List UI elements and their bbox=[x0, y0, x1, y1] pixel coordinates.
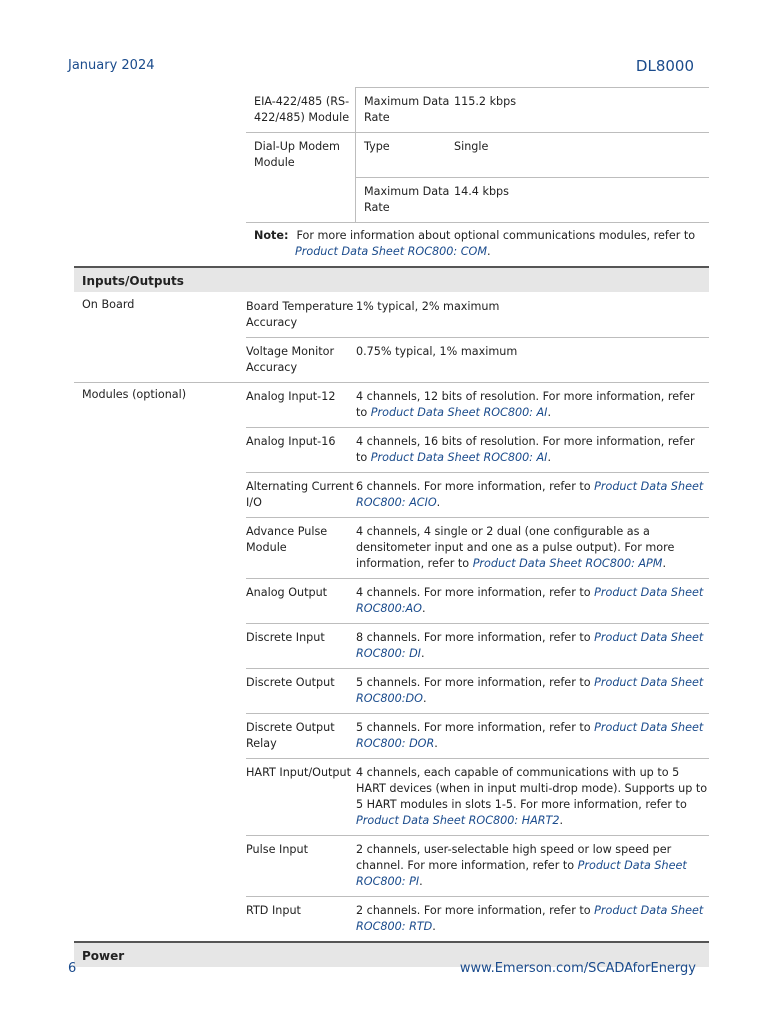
item-text: 0.75% typical, 1% maximum bbox=[356, 345, 518, 358]
table-row bbox=[74, 835, 709, 896]
table-row bbox=[74, 427, 709, 472]
item-suffix: . bbox=[432, 920, 436, 933]
item-name: Analog Input-16 bbox=[246, 435, 336, 448]
item-name: HART Input/Output bbox=[246, 766, 352, 779]
note-row bbox=[74, 222, 709, 266]
datasheet-link[interactable]: Product Data Sheet ROC800: APM bbox=[472, 557, 663, 570]
group-label-modules: Modules (optional) bbox=[82, 388, 187, 401]
datasheet-link[interactable]: Product Data Sheet ROC800: AI bbox=[370, 451, 548, 464]
header-date: January 2024 bbox=[68, 58, 155, 73]
table-row bbox=[74, 896, 709, 941]
table-row bbox=[74, 472, 709, 517]
item-description: 8 channels. For more information, refer to bbox=[356, 631, 595, 644]
item-text bbox=[356, 623, 709, 668]
footer-page-number: 6 bbox=[68, 961, 77, 976]
modules-group bbox=[74, 382, 709, 941]
item-text bbox=[356, 713, 709, 758]
item-name: Pulse Input bbox=[246, 843, 308, 856]
item-suffix: . bbox=[420, 647, 425, 660]
param-value: 115.2 kbps bbox=[454, 95, 517, 108]
item-name: Advance Pulse Module bbox=[246, 525, 328, 554]
section-power: Power bbox=[74, 941, 709, 967]
param-value: Single bbox=[454, 140, 489, 153]
item-description: 2 channels. For more information, refer to bbox=[356, 904, 595, 917]
item-description: 4 channels, 16 bits of resolution. For more information, refer to bbox=[356, 435, 695, 464]
item-text bbox=[356, 668, 709, 713]
item-suffix: . bbox=[436, 496, 441, 509]
item-name: Discrete Output Relay bbox=[246, 721, 335, 750]
item-text bbox=[356, 835, 709, 896]
item-suffix: . bbox=[559, 814, 564, 827]
item-description: 4 channels, 4 single or 2 dual (one configurable as a densitometer input and one as a pulse output). For more information, refer to bbox=[356, 525, 675, 570]
param-name: Maximum Data Rate bbox=[364, 185, 450, 214]
item-name: Analog Output bbox=[246, 586, 328, 599]
table-row bbox=[74, 668, 709, 713]
param-name: Maximum Data Rate bbox=[364, 95, 450, 124]
datasheet-link[interactable]: Product Data Sheet ROC800:AO bbox=[356, 586, 704, 615]
table-row bbox=[74, 758, 709, 835]
item-description: 6 channels. For more information, refer to bbox=[356, 480, 595, 493]
table-row bbox=[74, 87, 709, 132]
item-name: Discrete Input bbox=[246, 631, 325, 644]
datasheet-link[interactable]: Product Data Sheet ROC800: ACIO bbox=[356, 480, 704, 509]
param-name: Type bbox=[364, 140, 390, 153]
datasheet-link[interactable]: Product Data Sheet ROC800:DO bbox=[356, 676, 704, 705]
module-name: Dial-Up Modem Module bbox=[254, 140, 340, 169]
item-suffix: . bbox=[662, 557, 667, 570]
module-name: EIA-422/485 (RS-422/485) Module bbox=[254, 95, 350, 124]
item-text bbox=[356, 578, 709, 623]
note-suffix: . bbox=[487, 245, 491, 258]
module-name bbox=[246, 177, 356, 222]
table-row bbox=[74, 132, 709, 177]
item-suffix: . bbox=[422, 692, 427, 705]
item-name: Discrete Output bbox=[246, 676, 335, 689]
table-row bbox=[74, 382, 709, 427]
item-name: Alternating Current I/O bbox=[246, 480, 354, 509]
datasheet-link[interactable]: Product Data Sheet ROC800: PI bbox=[356, 859, 687, 888]
item-description: 4 channels, 12 bits of resolution. For more information, refer to bbox=[356, 390, 695, 419]
table-row bbox=[74, 713, 709, 758]
item-description: 4 channels, each capable of communications with up to 5 HART devices (when in input multi-drop mode). Supports up to 5 HART modules in slots 1-5. For more information, refer to bbox=[356, 766, 708, 811]
footer-url[interactable]: www.Emerson.com/SCADAforEnergy bbox=[459, 961, 696, 976]
table-row bbox=[74, 337, 709, 382]
param-value: 14.4 kbps bbox=[454, 185, 509, 198]
section-inputs-outputs: Inputs/Outputs bbox=[74, 266, 709, 292]
header-doc-id: DL8000 bbox=[635, 57, 694, 75]
item-name: RTD Input bbox=[246, 904, 301, 917]
group-label-on-board: On Board bbox=[82, 298, 135, 311]
item-name: Analog Input-12 bbox=[246, 390, 336, 403]
datasheet-link[interactable]: Product Data Sheet ROC800: DI bbox=[356, 631, 704, 660]
datasheet-link[interactable]: Product Data Sheet ROC800: HART2 bbox=[356, 814, 560, 827]
item-description: 4 channels. For more information, refer to bbox=[356, 586, 595, 599]
table-row bbox=[74, 578, 709, 623]
datasheet-link[interactable]: Product Data Sheet ROC800: DOR bbox=[356, 721, 704, 750]
table-row bbox=[74, 177, 709, 222]
datasheet-link[interactable]: Product Data Sheet ROC800: AI bbox=[370, 406, 548, 419]
item-suffix: . bbox=[421, 602, 426, 615]
item-text bbox=[356, 896, 709, 941]
item-description: 5 channels. For more information, refer to bbox=[356, 676, 595, 689]
item-name: Voltage Monitor Accuracy bbox=[246, 345, 335, 374]
item-text bbox=[356, 758, 709, 835]
item-text: 1% typical, 2% maximum bbox=[356, 300, 500, 313]
item-suffix: . bbox=[419, 875, 423, 888]
table-row bbox=[74, 623, 709, 668]
item-description: 2 channels, user-selectable high speed or low speed per channel. For more information, refer to bbox=[356, 843, 672, 872]
note-label: Note: bbox=[254, 229, 289, 242]
table-row bbox=[74, 517, 709, 578]
datasheet-link[interactable]: Product Data Sheet ROC800: RTD bbox=[356, 904, 704, 933]
item-text bbox=[356, 427, 709, 472]
item-name: Board Temperature Accuracy bbox=[246, 300, 354, 329]
item-suffix: . bbox=[547, 406, 552, 419]
spec-table bbox=[74, 87, 709, 967]
table-row bbox=[74, 292, 709, 337]
item-text bbox=[356, 517, 709, 578]
item-suffix: . bbox=[547, 451, 552, 464]
note-link[interactable]: Product Data Sheet ROC800: COM bbox=[295, 245, 487, 258]
item-suffix: . bbox=[434, 737, 438, 750]
item-description: 5 channels. For more information, refer to bbox=[356, 721, 595, 734]
item-text bbox=[356, 382, 709, 427]
item-text bbox=[356, 472, 709, 517]
note-text: For more information about optional communications modules, refer to bbox=[296, 229, 696, 242]
